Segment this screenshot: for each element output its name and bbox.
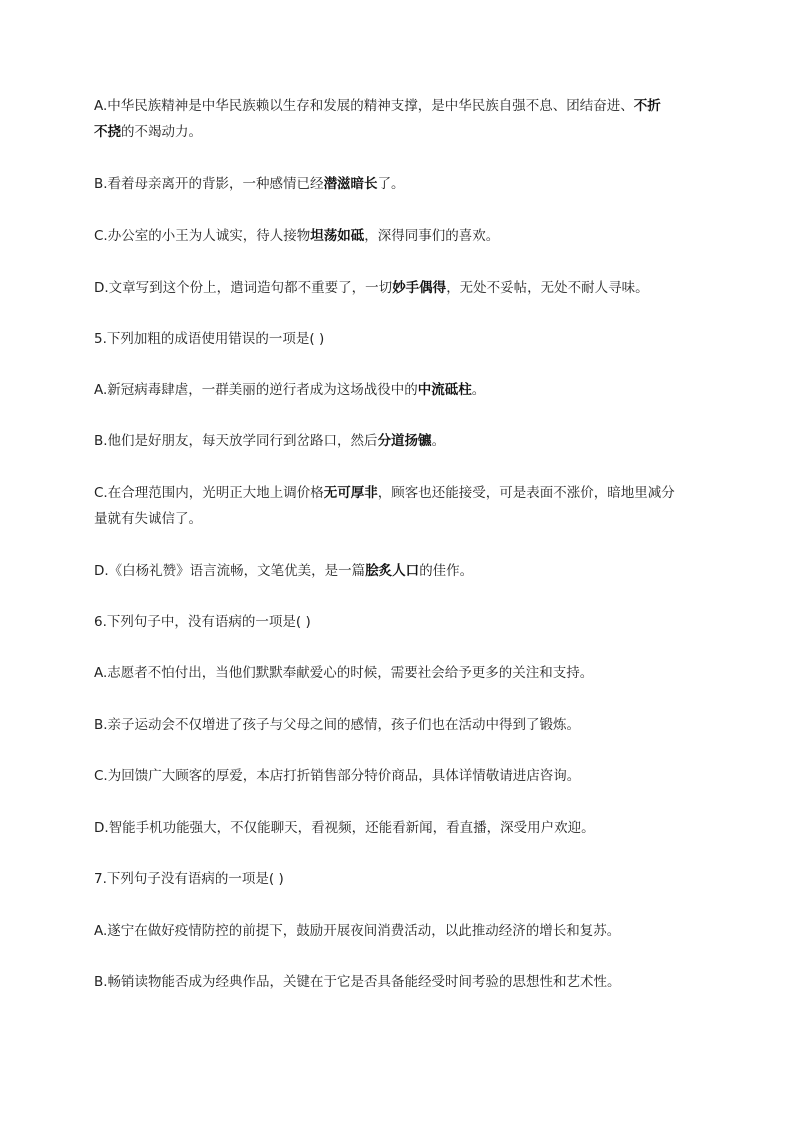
option-a-line-2: 不挠的不竭动力。 [94,124,202,140]
question-7: 7.下列句子没有语病的一项是( ) [94,871,284,887]
q5-option-d: D.《白杨礼赞》语言流畅，文笔优美，是一篇脍炙人口的佳作。 [94,563,474,579]
q5-option-c-line-1: C.在合理范围内，光明正大地上调价格无可厚非，顾客也还能接受，可是表面不涨价，暗地里减分 [94,485,675,501]
option-a-line-1: A.中华民族精神是中华民族赖以生存和发展的精神支撑，是中华民族自强不息、团结奋进、不折 [94,98,661,114]
option-b: B.看着母亲离开的背影，一种感情已经潜滋暗长了。 [94,176,405,192]
q5-option-b: B.他们是好朋友，每天放学同行到岔路口，然后分道扬镳。 [94,433,446,449]
q5-option-a: A.新冠病毒肆虐，一群美丽的逆行者成为这场战役中的中流砥柱。 [94,382,486,398]
question-5: 5.下列加粗的成语使用错误的一项是( ) [94,331,325,347]
question-6: 6.下列句子中，没有语病的一项是( ) [94,614,311,630]
option-d: D.文章写到这个份上，遣词造句都不重要了，一切妙手偶得，无处不妥帖，无处不耐人寻味。 [94,280,649,296]
q7-option-b: B.畅销读物能否成为经典作品，关键在于它是否具备能经受时间考验的思想性和艺术性。 [94,974,621,990]
option-c: C.办公室的小王为人诚实，待人接物坦荡如砥，深得同事们的喜欢。 [94,228,500,244]
q6-option-c: C.为回馈广大顾客的厚爱，本店打折销售部分特价商品，具体详情敬请进店咨询。 [94,768,581,784]
q6-option-b: B.亲子运动会不仅增进了孩子与父母之间的感情，孩子们也在活动中得到了锻炼。 [94,717,581,733]
q5-option-c-line-2: 量就有失诚信了。 [94,511,202,527]
q6-option-d: D.智能手机功能强大，不仅能聊天，看视频，还能看新闻，看直播，深受用户欢迎。 [94,820,595,836]
q6-option-a: A.志愿者不怕付出，当他们默默奉献爱心的时候，需要社会给予更多的关注和支持。 [94,665,594,681]
q7-option-a: A.遂宁在做好疫情防控的前提下，鼓励开展夜间消费活动，以此推动经济的增长和复苏。 [94,923,621,939]
